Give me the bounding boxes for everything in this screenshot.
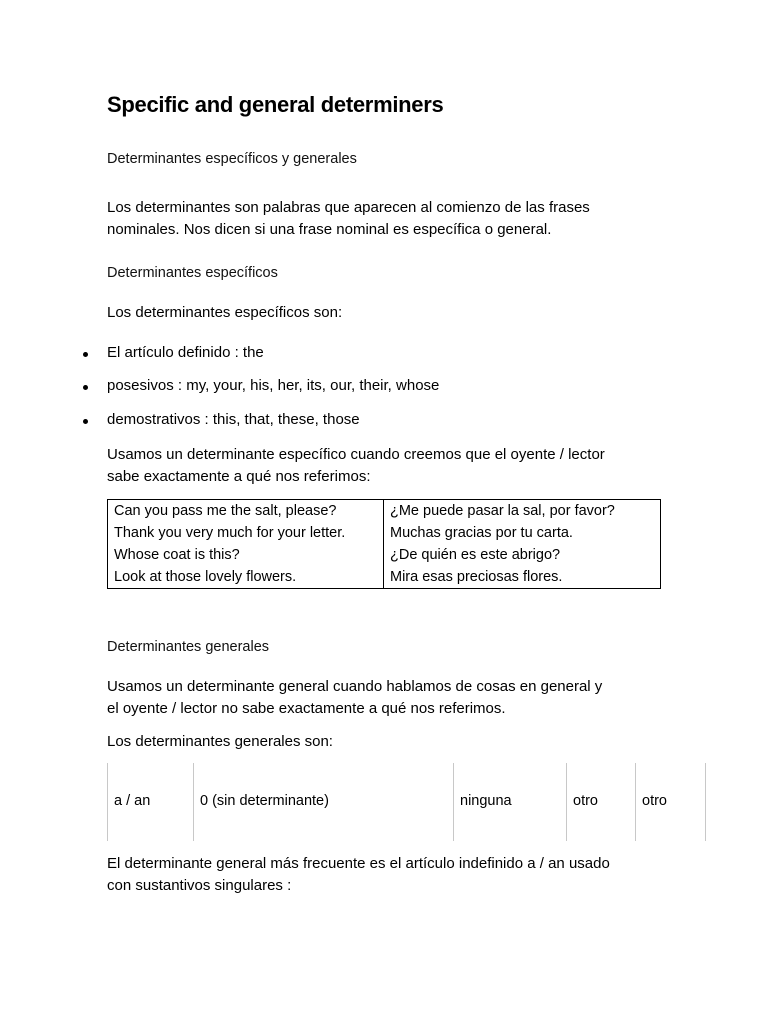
bullet-icon (83, 419, 88, 424)
page-title: Specific and general determiners (107, 92, 444, 117)
general-cell (566, 763, 636, 841)
general-item: otro (573, 793, 598, 809)
intro-line-1: Los determinantes son palabras que aparecen al comienzo de las frases (107, 199, 590, 216)
list-item: El artículo definido : the (107, 344, 264, 361)
examples-table (107, 499, 661, 589)
general-cell (635, 763, 706, 841)
general-cell (193, 763, 454, 841)
specific-usage-paragraph (107, 444, 605, 488)
example-en: Look at those lovely flowers. (114, 569, 297, 585)
example-es: Mira esas preciosas flores. (390, 569, 563, 585)
bullet-icon (83, 352, 88, 357)
english-examples-cell (108, 500, 384, 589)
intro-line-2: nominales. Nos dicen si una frase nominal es específica o general. (107, 221, 552, 238)
general-item: otro (642, 793, 667, 809)
example-en: Thank you very much for your letter. (114, 525, 346, 541)
general-item: 0 (sin determinante) (200, 793, 329, 809)
specific-lead: Los determinantes específicos son: (107, 304, 343, 321)
list-item: demostrativos : this, that, these, those (107, 411, 360, 428)
general-determiners-row (107, 763, 707, 841)
general-usage-line-2: el oyente / lector no sabe exactamente a qué nos referimos. (107, 700, 506, 717)
specific-usage-line-1: Usamos un determinante específico cuando creemos que el oyente / lector (107, 446, 605, 463)
general-usage-paragraph (107, 676, 602, 720)
example-en: Whose coat is this? (114, 547, 240, 563)
general-usage-line-1: Usamos un determinante general cuando hablamos de cosas en general y (107, 678, 603, 695)
closing-line-2: con sustantivos singulares : (107, 877, 292, 894)
table-row (108, 500, 661, 589)
general-cell (453, 763, 567, 841)
intro-paragraph (107, 197, 590, 241)
example-es: ¿Me puede pasar la sal, por favor? (390, 503, 615, 519)
specific-usage-line-2: sabe exactamente a qué nos referimos: (107, 468, 371, 485)
general-row-end-divider (705, 763, 706, 841)
example-en: Can you pass me the salt, please? (114, 503, 337, 519)
example-es: Muchas gracias por tu carta. (390, 525, 573, 541)
subtitle: Determinantes específicos y generales (107, 151, 357, 167)
general-item: ninguna (460, 793, 512, 809)
example-es: ¿De quién es este abrigo? (390, 547, 561, 563)
list-item: posesivos : my, your, his, her, its, our, their, whose (107, 377, 440, 394)
general-heading: Determinantes generales (107, 639, 270, 655)
general-item: a / an (114, 793, 151, 809)
bullet-icon (83, 385, 88, 390)
specific-heading: Determinantes específicos (107, 265, 278, 281)
closing-paragraph (107, 853, 610, 897)
general-cell (107, 763, 194, 841)
general-lead: Los determinantes generales son: (107, 733, 333, 750)
spanish-examples-cell (384, 500, 661, 589)
closing-line-1: El determinante general más frecuente es el artículo indefinido a / an usado (107, 855, 610, 872)
